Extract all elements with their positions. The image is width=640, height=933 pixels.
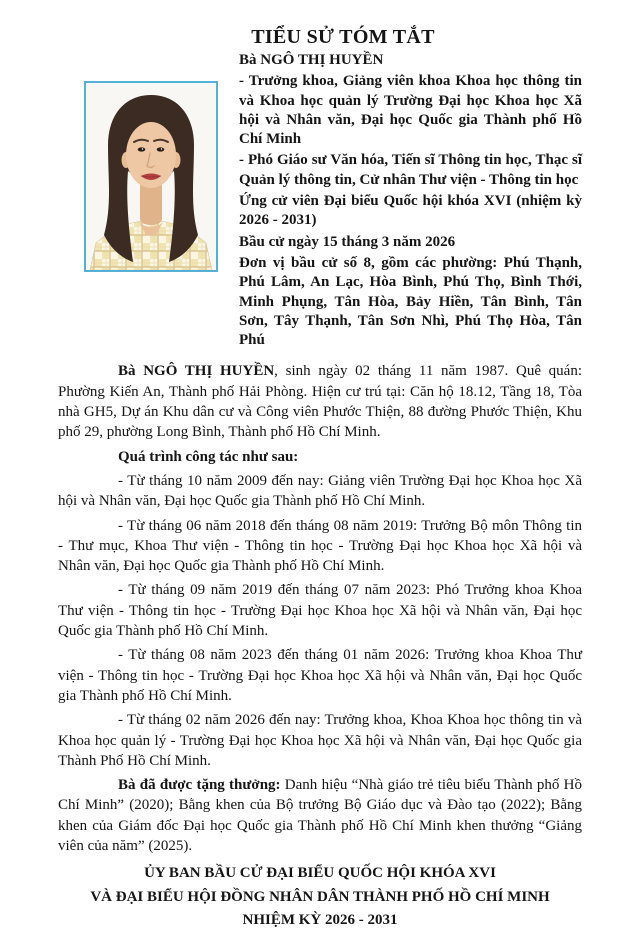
career-item: - Từ tháng 08 năm 2023 đến tháng 01 năm 2026: Trưởng khoa Khoa Thư viện - Thông tin học - Trường Đại học Khoa học Xã hội và Nhân văn, Đại học Quốc gia Thành phố Hồ Chí Minh. — [58, 647, 582, 704]
career-heading: Quá trình công tác như sau: — [118, 448, 299, 465]
bio-details: , sinh ngày 02 tháng 11 năm 1987. Quê quán: Phường Kiến An, Thành phố Hải Phòng. Hiện cư trú tại: Căn hộ 18.12, Tầng 18, Tòa nhà GH5, Dự án Khu dân cư và Công viên Phước Thiện, 88 đường Phước Thiện, Khu phố 29, phường Long Bình, Thành phố Hồ Chí Minh. — [58, 363, 582, 441]
candidate-photo — [84, 81, 218, 272]
bio-paragraph — [58, 361, 582, 442]
election-date: Bầu cử ngày 15 tháng 3 năm 2026 — [239, 233, 456, 250]
footer-section — [0, 862, 640, 933]
career-item: - Từ tháng 02 năm 2026 đến nay: Trưởng khoa, Khoa Khoa học thông tin và Khoa học quản lý - Trường Đại học Khoa học Xã hội và Nhân văn, Đại học Quốc gia Thành Phố Hồ Chí Minh. — [58, 712, 582, 769]
portrait-illustration — [86, 83, 216, 270]
awards-paragraph — [58, 775, 582, 856]
candidate-degrees: - Phó Giáo sư Văn hóa, Tiến sĩ Thông tin học, Thạc sĩ Quản lý thông tin, Cử nhân Thư viện - Thông tin học — [239, 152, 582, 188]
candidacy-line: Ứng cử viên Đại biểu Quốc hội khóa XVI (nhiệm kỳ 2026 - 2031) — [239, 193, 582, 229]
page-title: TIỂU SỬ TÓM TẮT — [251, 26, 435, 48]
awards-details: Danh hiệu “Nhà giáo trẻ tiêu biểu Thành phố Hồ Chí Minh” (2020); Bằng khen của Bộ trưởng Bộ Giáo dục và Đào tạo (2022); Bằng khen của Giám đốc Đại học Quốc gia Thành phố Hồ Chí Minh khen thưởng “Giảng viên của năm” (2025). — [58, 777, 583, 854]
bio-name-bold: Bà NGÔ THỊ HUYỀN — [118, 363, 275, 380]
header-section — [84, 51, 582, 352]
election-district: Đơn vị bầu cử số 8, gồm các phường: Phú Thạnh, Phú Lâm, An Lạc, Hòa Bình, Phú Thọ, Bình Thới, Minh Phụng, Tân Hòa, Bảy Hiền, Tân Bình, Tân Sơn, Tây Thạnh, Tân Sơn Nhì, Phú Thọ Hòa, Tân Phú — [239, 254, 582, 349]
footer-line-1: ỦY BAN BẦU CỬ ĐẠI BIỂU QUỐC HỘI KHÓA XVI — [144, 865, 496, 882]
candidate-role: - Trưởng khoa, Giảng viên khoa Khoa học thông tin và Khoa học quản lý Trường Đại học Khoa học Xã hội và Nhân văn, Đại học Quốc gia Thành phố Hồ Chí Minh — [239, 73, 582, 148]
header-info — [239, 51, 582, 352]
body-section — [58, 361, 582, 856]
career-item: - Từ tháng 10 năm 2009 đến nay: Giảng viên Trường Đại học Khoa học Xã hội và Nhân văn, Đại học Quốc gia Thành phố Hồ Chí Minh. — [58, 472, 582, 510]
biography-page — [0, 26, 640, 932]
awards-lead-bold: Bà đã được tặng thưởng: — [118, 777, 281, 794]
candidate-name: Bà NGÔ THỊ HUYỀN — [239, 52, 384, 68]
career-item: - Từ tháng 09 năm 2019 đến tháng 07 năm 2023: Phó Trưởng khoa Khoa Thư viện - Thông tin học - Trường Đại học Khoa học Xã hội và Nhân văn, Đại học Quốc gia Thành phố Hồ Chí Minh. — [58, 582, 582, 640]
career-item: - Từ tháng 06 năm 2018 đến tháng 08 năm 2019: Trưởng Bộ môn Thông tin - Thư mục, Khoa Thư viện - Thông tin học - Trường Đại học Khoa học Xã hội và Nhân văn, Đại học Quốc gia Thành phố Hồ Chí Minh. — [58, 517, 582, 575]
footer-line-2: VÀ ĐẠI BIỂU HỘI ĐỒNG NHÂN DÂN THÀNH PHỐ HỒ CHÍ MINH — [90, 888, 550, 905]
footer-line-3: NHIỆM KỲ 2026 - 2031 — [242, 912, 398, 929]
